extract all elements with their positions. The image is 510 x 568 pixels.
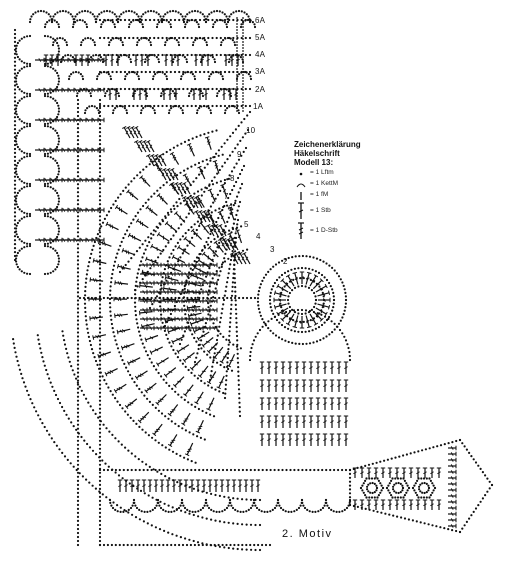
legend-item-double-crochet bbox=[294, 201, 404, 221]
chain-dot-icon bbox=[294, 168, 308, 179]
legend-item-double-treble bbox=[294, 221, 404, 241]
single-crochet-icon bbox=[294, 190, 308, 201]
row-label-2: 2 bbox=[283, 258, 288, 266]
row-label-10: 10 bbox=[246, 127, 255, 135]
row-label-3: 3 bbox=[270, 246, 275, 254]
bottom-right-motif bbox=[349, 439, 493, 533]
left-edge bbox=[14, 29, 104, 546]
slip-stitch-icon bbox=[294, 179, 308, 190]
legend-item-slip-stitch bbox=[294, 179, 404, 190]
row-label-8: 8 bbox=[230, 175, 235, 183]
legend-text-double-crochet: = 1 Stb bbox=[308, 207, 331, 214]
legend-text-double-treble: = 1 D-Stb bbox=[308, 227, 338, 234]
legend-item-chain bbox=[294, 168, 404, 179]
row-label-6A: 6A bbox=[255, 17, 265, 25]
row-label-6: 6 bbox=[228, 205, 233, 213]
row-label-4: 4 bbox=[256, 233, 261, 241]
legend-text-slip-stitch: = 1 KettM bbox=[308, 180, 338, 187]
legend bbox=[294, 140, 404, 241]
bottom-section bbox=[12, 330, 351, 551]
motif-label: 2. Motiv bbox=[282, 528, 333, 540]
row-label-2A: 2A bbox=[255, 86, 265, 94]
top-rows bbox=[29, 10, 256, 114]
legend-text-chain: = 1 Lftm bbox=[308, 169, 334, 176]
row-label-1A: 1A bbox=[253, 103, 263, 111]
center-rosette bbox=[257, 255, 347, 345]
legend-model: Modell 13: bbox=[294, 158, 404, 167]
legend-title: Zeichenerklärung bbox=[294, 140, 404, 149]
legend-subtitle: Häkelschrift bbox=[294, 149, 404, 158]
legend-text-single-crochet: = 1 fM bbox=[308, 191, 328, 198]
row-label-7: 7 bbox=[224, 193, 229, 201]
row-label-9: 9 bbox=[237, 151, 242, 159]
row-label-5A: 5A bbox=[255, 34, 265, 42]
double-crochet-icon bbox=[294, 201, 308, 221]
legend-item-single-crochet bbox=[294, 190, 404, 201]
row-label-4A: 4A bbox=[255, 51, 265, 59]
row-label-5: 5 bbox=[244, 221, 249, 229]
row-label-3A: 3A bbox=[255, 68, 265, 76]
double-treble-icon bbox=[294, 221, 308, 241]
